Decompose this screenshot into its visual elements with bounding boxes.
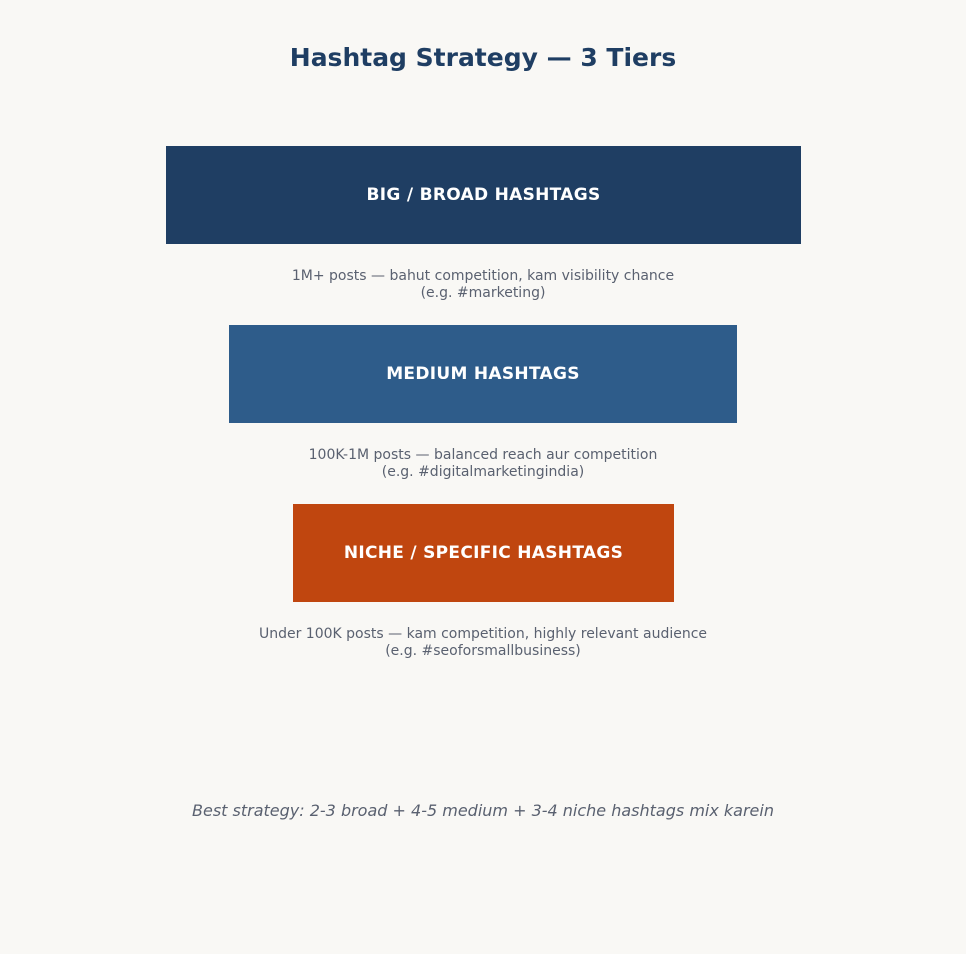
tier-description-medium-line1: 100K-1M posts — balanced reach aur competition <box>308 447 658 463</box>
tier-label-medium: MEDIUM HASHTAGS <box>386 364 580 384</box>
tier-description-big-line1: 1M+ posts — bahut competition, kam visibility chance <box>291 268 675 284</box>
tier-description-medium <box>0 447 966 481</box>
tier-description-niche <box>0 626 966 660</box>
tier-description-big <box>0 268 966 302</box>
strategy-footer-note: Best strategy: 2-3 broad + 4-5 medium + 3-4 niche hashtags mix karein <box>192 801 774 820</box>
tier-label-niche: NICHE / SPECIFIC HASHTAGS <box>343 543 624 563</box>
tier-description-niche-line2: (e.g. #seoforsmallbusiness) <box>385 643 581 659</box>
page-title: Hashtag Strategy — 3 Tiers <box>289 43 677 72</box>
tier-label-big: BIG / BROAD HASHTAGS <box>366 185 601 205</box>
tier-box-big <box>166 146 801 244</box>
tier-description-big-line2: (e.g. #marketing) <box>420 285 546 301</box>
tier-box-niche <box>293 504 674 602</box>
tier-description-niche-line1: Under 100K posts — kam competition, highly relevant audience <box>258 626 708 642</box>
tier-description-medium-line2: (e.g. #digitalmarketingindia) <box>381 464 585 480</box>
tier-box-medium <box>229 325 737 423</box>
